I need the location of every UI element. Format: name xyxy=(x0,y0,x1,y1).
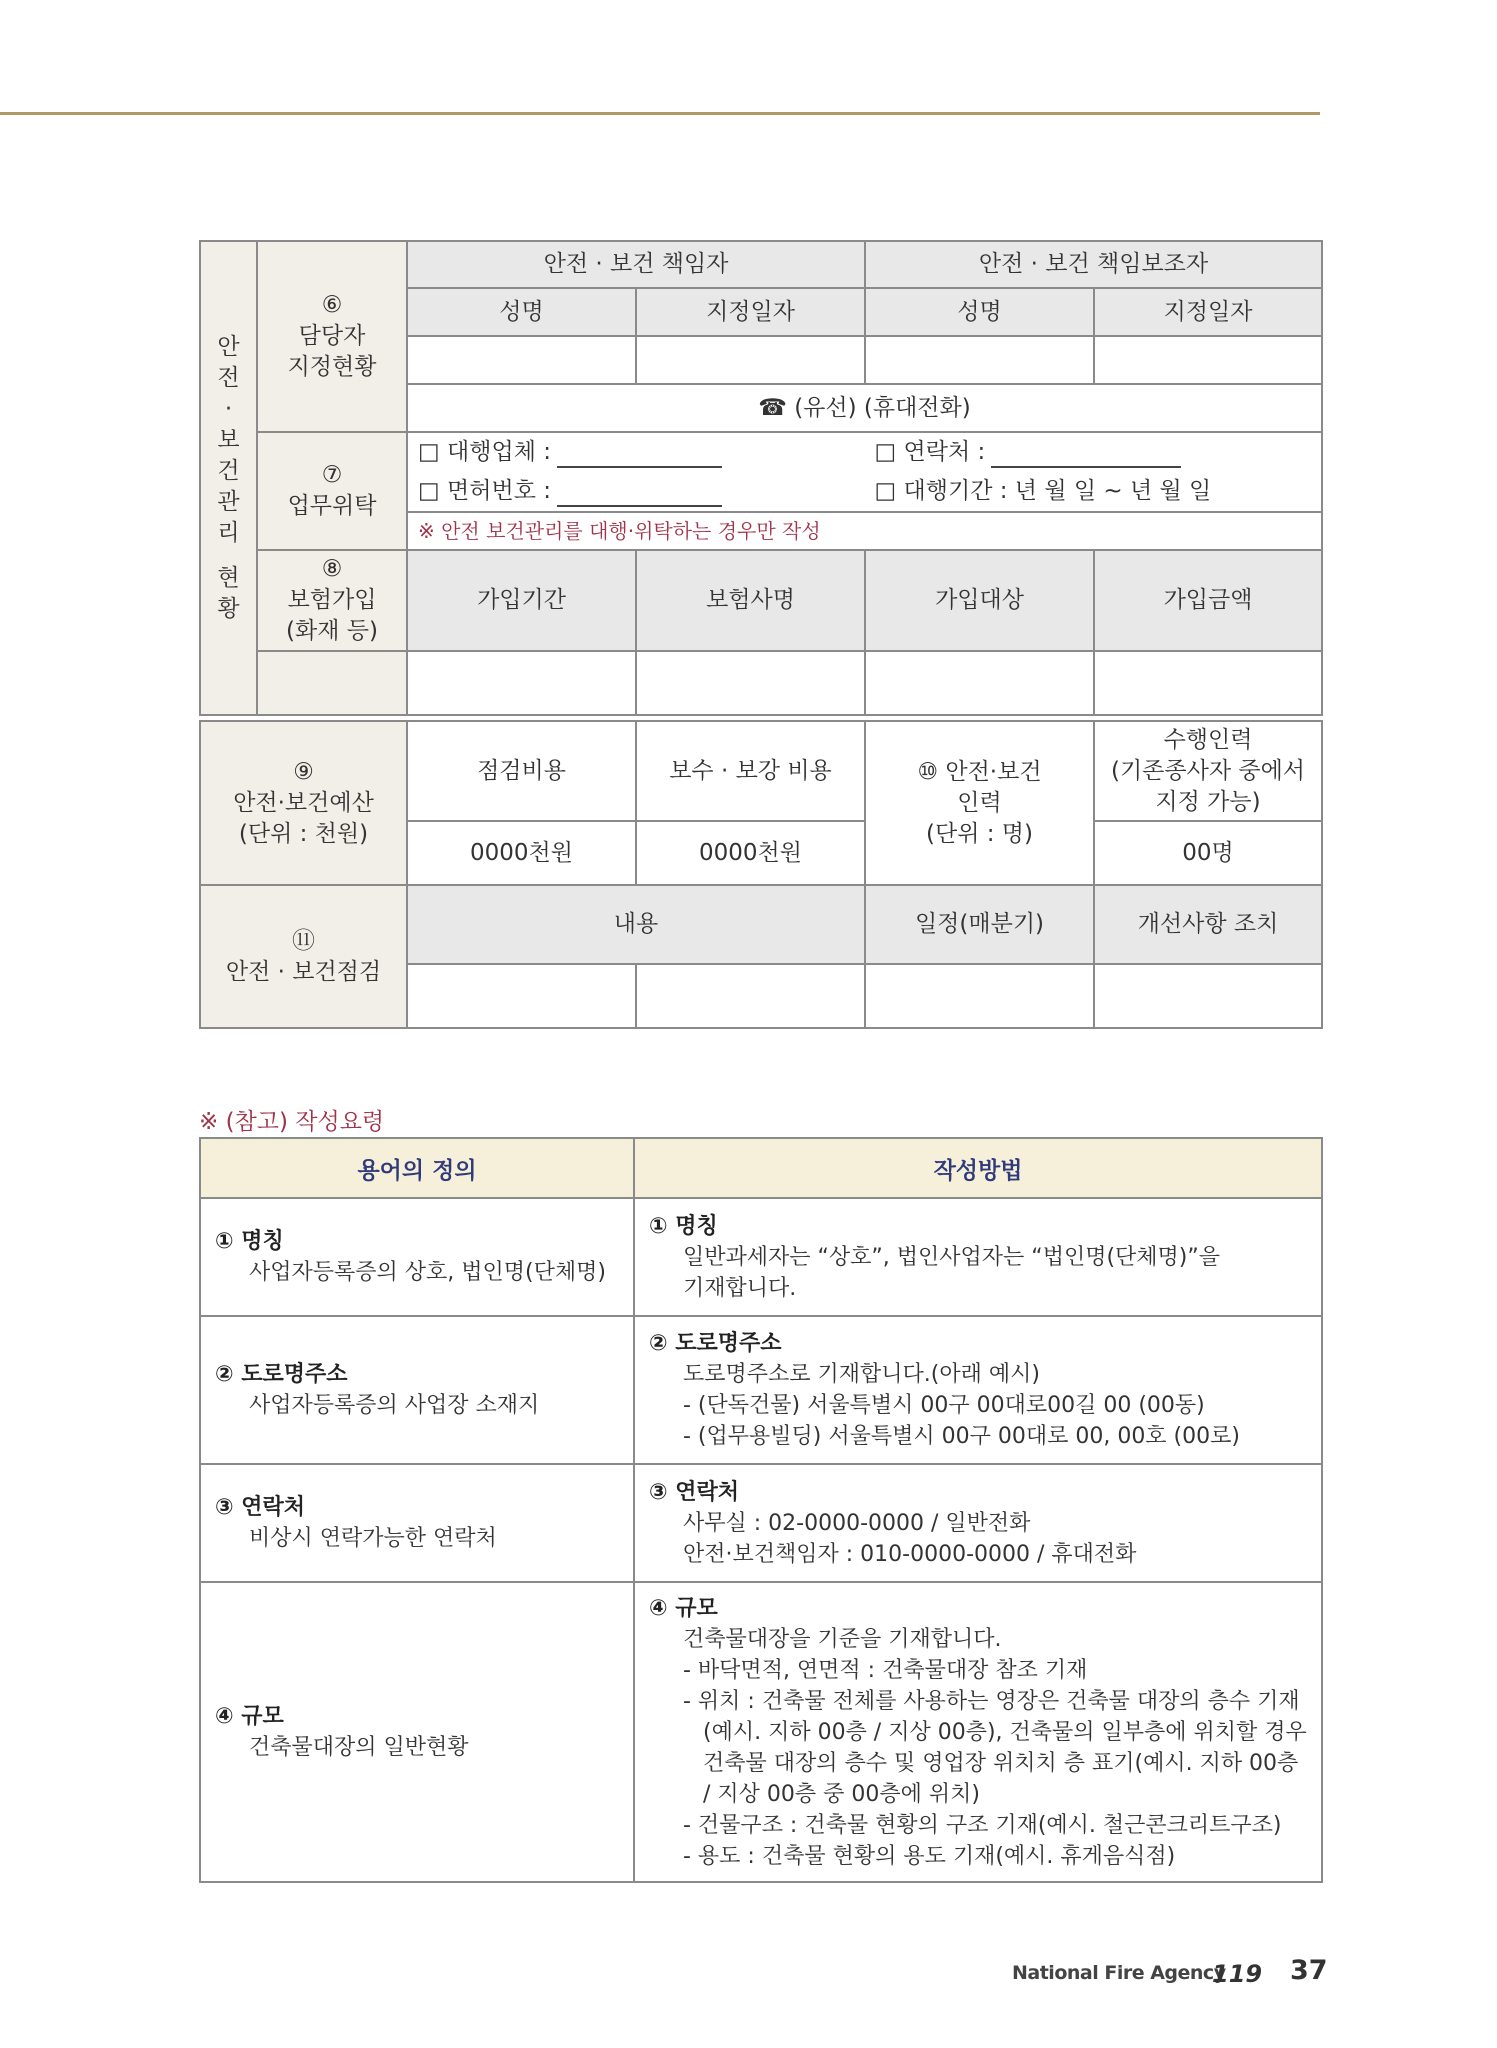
reference-title: ※ (참고) 작성요령 xyxy=(199,1109,385,1135)
input-improvement[interactable] xyxy=(1094,964,1322,1028)
row-label-budget: ⑨ 안전·보건예산 (단위 : 천원) xyxy=(200,721,407,885)
col-personnel: 수행인력 (기존종사자 중에서 지정 가능) xyxy=(1094,721,1322,821)
col-improvement: 개선사항 조치 xyxy=(1094,885,1322,964)
input-insured-amount[interactable] xyxy=(1094,651,1322,715)
method-name: ① 명칭 일반과세자는 “상호”, 법인사업자는 “법인명(단체명)”을 기재합니다. xyxy=(634,1198,1322,1316)
head-assistant: 안전 · 보건 책임보조자 xyxy=(865,241,1322,288)
method-scale: ④ 규모 건축물대장을 기준을 기재합니다. - 바닥면적, 연면적 : 건축물대장 참조 기재 - 위치 : 건축물 전체를 사용하는 영장은 건축물 대장의 층수 기재(예시. 지하 00층 / 지상 00층), 건축물의 일부층에 위치할 경우 건축물 대장의 층수 및 영업장 위치치 층 표기(예시. 지하 00층 / 지상 00층 중 00층에 위치) - 건물구조 : 건축물 현황의 구조 기재(예시. 철근콘크리트구조) - 용도 : 건축물 현황의 용도 기재(예시. 휴게음식점) xyxy=(634,1582,1322,1882)
col-inspection-schedule: 일정(매분기) xyxy=(865,885,1094,964)
term-road-address: ② 도로명주소 사업자등록증의 사업장 소재지 xyxy=(200,1316,634,1464)
head-term-definition: 용어의 정의 xyxy=(200,1138,634,1198)
value-inspection-cost[interactable]: 0000천원 xyxy=(407,821,636,885)
col-date-manager: 지정일자 xyxy=(636,288,865,336)
col-insurer-name: 보험사명 xyxy=(636,550,865,651)
method-contact: ③ 연락처 사무실 : 02-0000-0000 / 일반전화 안전·보건책임자 : 010-0000-0000 / 휴대전화 xyxy=(634,1464,1322,1582)
col-name-manager: 성명 xyxy=(407,288,636,336)
reference-table xyxy=(199,1137,1323,1883)
row-label-staff-designation: ⑥ 담당자 지정현황 xyxy=(257,241,407,432)
col-insured-target: 가입대상 xyxy=(865,550,1094,651)
term-name: ① 명칭 사업자등록증의 상호, 법인명(단체명) xyxy=(200,1198,634,1316)
term-contact: ③ 연락처 비상시 연락가능한 연락처 xyxy=(200,1464,634,1582)
row-label-personnel: ⑩ 안전·보건 인력 (단위 : 명) xyxy=(865,721,1094,885)
input-name-manager[interactable] xyxy=(407,336,636,384)
input-insurance-period[interactable] xyxy=(407,651,636,715)
contact-field[interactable]: □ 연락처 : xyxy=(874,439,986,465)
outsourcing-note: ※ 안전 보건관리를 대행·위탁하는 경우만 작성 xyxy=(407,512,1322,550)
col-inspection-cost: 점검비용 xyxy=(407,721,636,821)
col-inspection-content: 내용 xyxy=(407,885,865,964)
head-manager: 안전 · 보건 책임자 xyxy=(407,241,865,288)
term-scale: ④ 규모 건축물대장의 일반현황 xyxy=(200,1582,634,1882)
safety-health-management-table xyxy=(199,240,1323,716)
outsourcing-fields xyxy=(407,432,1322,512)
phone-field[interactable]: ☎ (유선) (휴대전화) xyxy=(407,384,1322,432)
col-repair-cost: 보수 · 보강 비용 xyxy=(636,721,865,821)
input-date-assistant[interactable] xyxy=(1094,336,1322,384)
col-date-assistant: 지정일자 xyxy=(1094,288,1322,336)
row-label-outsourcing: ⑦ 업무위탁 xyxy=(257,432,407,550)
input-name-assistant[interactable] xyxy=(865,336,1094,384)
budget-inspection-table xyxy=(199,720,1323,1029)
period-field[interactable]: □ 대행기간 : 년 월 일 ~ 년 월 일 xyxy=(874,478,1212,504)
head-writing-method: 작성방법 xyxy=(634,1138,1322,1198)
page-number: 37 xyxy=(1290,1955,1328,1986)
footer-agency: National Fire Agency xyxy=(1012,1962,1226,1984)
value-repair-cost[interactable]: 0000천원 xyxy=(636,821,865,885)
method-road-address: ② 도로명주소 도로명주소로 기재합니다.(아래 예시) - (단독건물) 서울특별시 00구 00대로00길 00 (00동) - (업무용빌딩) 서울특별시 00구 00대로 00, 00호 (00로) xyxy=(634,1316,1322,1464)
col-name-assistant: 성명 xyxy=(865,288,1094,336)
side-label-safety-health-status: 안 전 · 보 건 관 리 현 황 xyxy=(200,241,257,715)
value-personnel[interactable]: 00명 xyxy=(1094,821,1322,885)
input-inspection-content-b[interactable] xyxy=(636,964,865,1028)
col-insured-amount: 가입금액 xyxy=(1094,550,1322,651)
input-date-manager[interactable] xyxy=(636,336,865,384)
insurance-blank-label xyxy=(257,651,407,715)
header-rule xyxy=(0,112,1320,115)
input-inspection-schedule[interactable] xyxy=(865,964,1094,1028)
input-inspection-content-a[interactable] xyxy=(407,964,636,1028)
input-insurer-name[interactable] xyxy=(636,651,865,715)
input-insured-target[interactable] xyxy=(865,651,1094,715)
license-field[interactable]: □ 면허번호 : xyxy=(418,478,551,504)
agency-field[interactable]: □ 대행업체 : xyxy=(418,439,551,465)
col-insurance-period: 가입기간 xyxy=(407,550,636,651)
row-label-insurance: ⑧ 보험가입 (화재 등) xyxy=(257,550,407,651)
footer-119-logo: 119 xyxy=(1212,1960,1263,1988)
row-label-inspection: ⑪ 안전 · 보건점검 xyxy=(200,885,407,1028)
